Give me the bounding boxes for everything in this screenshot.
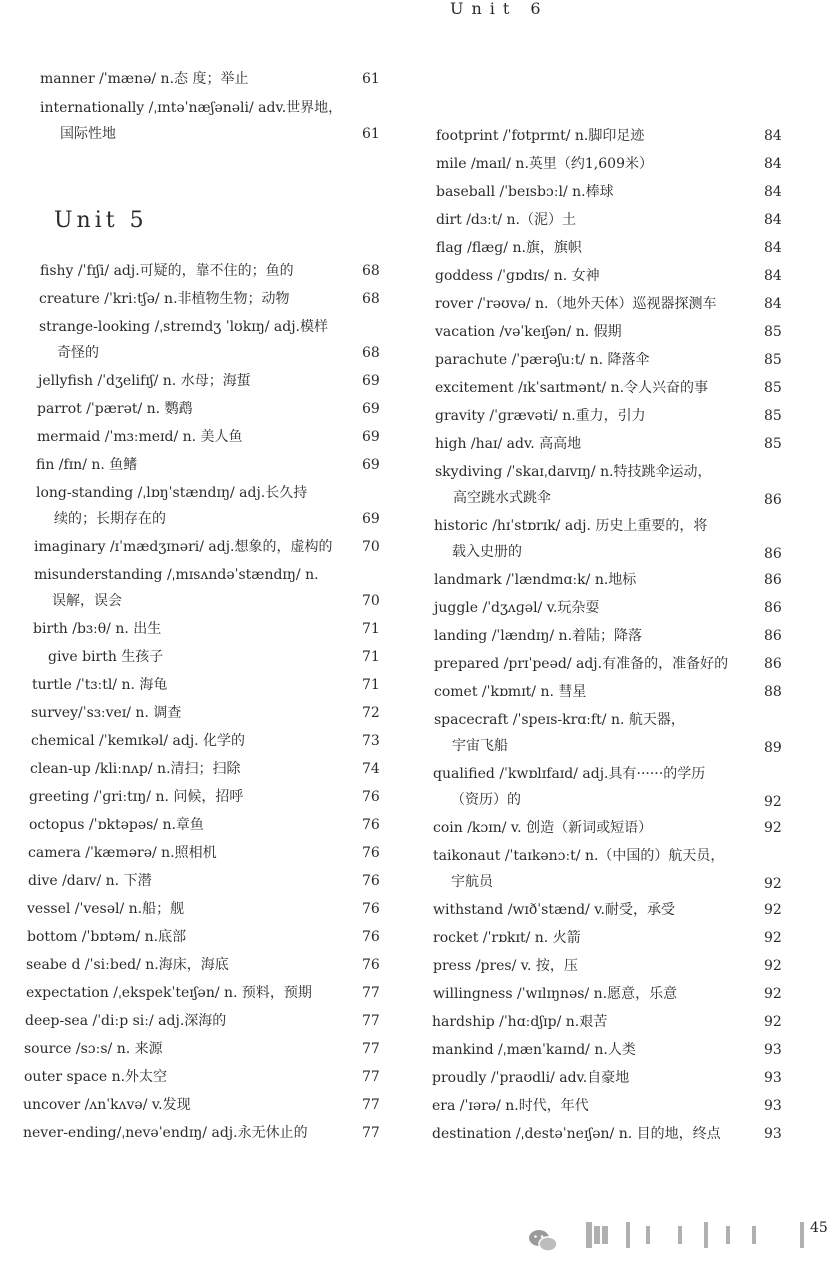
entry-term: comet /ˈkɒmɪt/ n. 彗星 xyxy=(434,684,587,700)
entry-continuation: 奇怪的 xyxy=(57,345,99,361)
entry-term: rover /ˈrəʊvə/ n.（地外天体）巡视器探测车 xyxy=(435,296,717,312)
entry-page: 77 xyxy=(362,1013,380,1029)
entry-term: willingness /ˈwɪlɪŋnəs/ n.愿意，乐意 xyxy=(433,986,678,1002)
entry-term: strange-looking /ˌstreɪndʒ ˈlʊkɪŋ/ adj.模样 xyxy=(39,319,328,335)
entry-term: give birth 生孩子 xyxy=(48,649,164,665)
entry-term: proudly /ˈpraʊdli/ adv.自豪地 xyxy=(432,1070,630,1086)
entry-page: 77 xyxy=(362,1069,380,1085)
entry-page: 88 xyxy=(764,684,782,700)
entry-term: mermaid /ˈmɜːmeɪd/ n. 美人鱼 xyxy=(37,429,243,445)
entry-term: mankind /ˌmænˈkaɪnd/ n.人类 xyxy=(432,1042,636,1058)
entry-term: high /haɪ/ adv. 高高地 xyxy=(435,436,582,452)
entry-continuation: （资历）的 xyxy=(451,792,521,808)
entry-page: 61 xyxy=(362,71,380,87)
entry-term: withstand /wɪðˈstænd/ v.耐受，承受 xyxy=(433,902,675,918)
entry-page: 69 xyxy=(362,511,380,527)
entry-term: historic /hɪˈstɒrɪk/ adj. 历史上重要的，将 xyxy=(434,518,708,534)
watermark-bar xyxy=(726,1226,730,1244)
entry-page: 86 xyxy=(764,572,782,588)
entry-page: 85 xyxy=(764,324,782,340)
entry-term: era /ˈɪərə/ n.时代，年代 xyxy=(432,1098,589,1114)
entry-page: 93 xyxy=(764,1126,782,1142)
entry-term: fishy /ˈfɪʃi/ adj.可疑的，靠不住的；鱼的 xyxy=(40,263,294,279)
entry-page: 92 xyxy=(764,986,782,1002)
entry-term: footprint /ˈfʊtprɪnt/ n.脚印足迹 xyxy=(436,128,645,144)
entry-page: 84 xyxy=(764,212,782,228)
entry-page: 85 xyxy=(764,408,782,424)
entry-page: 76 xyxy=(362,873,380,889)
entry-continuation: 续的；长期存在的 xyxy=(54,511,166,527)
entry-term: prepared /prɪˈpeəd/ adj.有准备的，准备好的 xyxy=(434,656,729,672)
entry-term: press /pres/ v. 按，压 xyxy=(433,958,578,974)
unit-title: Unit 5 xyxy=(54,208,148,233)
entry-term: fin /fɪn/ n. 鱼鳍 xyxy=(36,457,138,473)
entry-term: long-standing /ˌlɒŋˈstændɪŋ/ adj.长久持 xyxy=(36,485,308,501)
entry-page: 71 xyxy=(362,621,380,637)
entry-page: 74 xyxy=(362,761,380,777)
entry-term: never-ending/ˌnevəˈendɪŋ/ adj.永无休止的 xyxy=(23,1125,308,1141)
entry-page: 84 xyxy=(764,240,782,256)
entry-page: 71 xyxy=(362,677,380,693)
entry-page: 86 xyxy=(764,546,782,562)
entry-term: qualified /ˈkwɒlɪfaɪd/ adj.具有······的学历 xyxy=(433,766,706,782)
entry-page: 76 xyxy=(362,901,380,917)
unit-title: Unit 6 xyxy=(450,0,549,18)
entry-term: taikonaut /ˈtaɪkənɔːt/ n.（中国的）航天员， xyxy=(433,848,725,864)
entry-term: goddess /ˈɡɒdɪs/ n. 女神 xyxy=(435,268,600,284)
entry-term: vessel /ˈvesəl/ n.船；舰 xyxy=(27,901,185,917)
entry-page: 68 xyxy=(362,291,380,307)
entry-page: 92 xyxy=(764,902,782,918)
entry-page: 84 xyxy=(764,184,782,200)
entry-term: outer space n.外太空 xyxy=(24,1069,168,1085)
entry-term: baseball /ˈbeɪsbɔːl/ n.棒球 xyxy=(436,184,614,200)
entry-term: coin /kɔɪn/ v. 创造（新词或短语） xyxy=(433,820,653,836)
entry-page: 89 xyxy=(764,740,782,756)
watermark-bar xyxy=(752,1226,756,1244)
entry-term: clean-up /kliːnʌp/ n.清扫；扫除 xyxy=(30,761,241,777)
entry-continuation: 误解，误会 xyxy=(52,593,122,609)
entry-term: greeting /ˈɡriːtɪŋ/ n. 问候，招呼 xyxy=(29,789,244,805)
wechat-icon xyxy=(528,1228,558,1254)
entry-page: 77 xyxy=(362,1125,380,1141)
entry-term: creature /ˈkriːtʃə/ n.非植物生物；动物 xyxy=(39,291,290,307)
entry-page: 77 xyxy=(362,1041,380,1057)
watermark-bar xyxy=(800,1222,804,1248)
entry-page: 85 xyxy=(764,436,782,452)
entry-page: 77 xyxy=(362,985,380,1001)
entry-page: 84 xyxy=(764,268,782,284)
entry-term: excitement /ɪkˈsaɪtmənt/ n.令人兴奋的事 xyxy=(435,380,709,396)
entry-term: manner /ˈmænə/ n.态 度；举止 xyxy=(40,71,249,87)
entry-page: 93 xyxy=(764,1042,782,1058)
watermark-bar xyxy=(678,1226,682,1244)
entry-page: 92 xyxy=(764,958,782,974)
entry-continuation: 宇宙飞船 xyxy=(452,738,508,754)
entry-page: 76 xyxy=(362,789,380,805)
watermark-bar xyxy=(626,1222,630,1248)
entry-page: 72 xyxy=(362,705,380,721)
entry-page: 76 xyxy=(362,929,380,945)
entry-continuation: 高空跳水式跳伞 xyxy=(453,490,551,506)
entry-page: 86 xyxy=(764,492,782,508)
entry-page: 84 xyxy=(764,296,782,312)
entry-page: 69 xyxy=(362,457,380,473)
entry-term: dive /daɪv/ n. 下潜 xyxy=(28,873,152,889)
page-footer xyxy=(0,1210,832,1260)
entry-page: 71 xyxy=(362,649,380,665)
entry-term: jellyfish /ˈdʒelifɪʃ/ n. 水母；海蜇 xyxy=(38,373,251,389)
entry-continuation: 国际性地 xyxy=(60,126,116,142)
entry-page: 92 xyxy=(764,930,782,946)
entry-continuation: 载入史册的 xyxy=(452,544,522,560)
entry-page: 86 xyxy=(764,656,782,672)
entry-term: seabe d /ˈsiːbed/ n.海床，海底 xyxy=(26,957,229,973)
entry-term: vacation /vəˈkeɪʃən/ n. 假期 xyxy=(435,324,622,340)
entry-term: landing /ˈlændɪŋ/ n.着陆；降落 xyxy=(434,628,643,644)
entry-page: 76 xyxy=(362,817,380,833)
entry-page: 68 xyxy=(362,345,380,361)
entry-term: turtle /ˈtɜːtl/ n. 海龟 xyxy=(32,677,168,693)
page-number: 45 xyxy=(810,1220,828,1236)
entry-page: 69 xyxy=(362,401,380,417)
entry-page: 85 xyxy=(764,352,782,368)
entry-page: 73 xyxy=(362,733,380,749)
entry-page: 85 xyxy=(764,380,782,396)
entry-term: chemical /ˈkemɪkəl/ adj. 化学的 xyxy=(31,733,246,749)
watermark-bars xyxy=(586,1222,816,1248)
entry-page: 92 xyxy=(764,876,782,892)
entry-term: birth /bɜːθ/ n. 出生 xyxy=(33,621,162,637)
watermark-bar xyxy=(594,1226,600,1244)
entry-term: internationally /ˌɪntəˈnæʃənəli/ adv.世界地， xyxy=(40,100,343,116)
watermark-bar xyxy=(646,1226,650,1244)
entry-term: mile /maɪl/ n.英里（约1,609米） xyxy=(436,156,653,172)
watermark-bar xyxy=(602,1226,608,1244)
entry-term: imaginary /ɪˈmædʒɪnəri/ adj.想象的，虚构的 xyxy=(34,539,333,555)
entry-continuation: 宇航员 xyxy=(451,874,493,890)
entry-term: gravity /ˈɡrævəti/ n.重力，引力 xyxy=(435,408,646,424)
entry-term: landmark /ˈlændmɑːk/ n.地标 xyxy=(434,572,637,588)
entry-page: 92 xyxy=(764,820,782,836)
entry-term: expectation /ˌekspekˈteɪʃən/ n. 预料，预期 xyxy=(26,985,312,1001)
entry-term: juggle /ˈdʒʌɡəl/ v.玩杂耍 xyxy=(434,600,600,616)
entry-term: octopus /ˈɒktəpəs/ n.章鱼 xyxy=(29,817,204,833)
entry-page: 92 xyxy=(764,1014,782,1030)
entry-term: destination /ˌdestəˈneɪʃən/ n. 目的地，终点 xyxy=(432,1126,721,1142)
entry-page: 68 xyxy=(362,263,380,279)
entry-page: 86 xyxy=(764,600,782,616)
entry-page: 61 xyxy=(362,126,380,142)
entry-page: 76 xyxy=(362,845,380,861)
entry-term: spacecraft /ˈspeɪs-krɑːft/ n. 航天器， xyxy=(434,712,685,728)
entry-page: 77 xyxy=(362,1097,380,1113)
entry-page: 76 xyxy=(362,957,380,973)
watermark-bar xyxy=(704,1222,708,1248)
entry-term: flag /flæɡ/ n.旗，旗帜 xyxy=(436,240,582,256)
entry-term: bottom /ˈbɒtəm/ n.底部 xyxy=(27,929,187,945)
entry-term: hardship /ˈhɑːdʃɪp/ n.艰苦 xyxy=(432,1014,608,1030)
watermark-bar xyxy=(586,1222,592,1248)
entry-term: survey/ˈsɜːveɪ/ n. 调查 xyxy=(31,705,182,721)
entry-page: 69 xyxy=(362,429,380,445)
entry-term: parrot /ˈpærət/ n. 鹦鹉 xyxy=(37,401,193,417)
entry-term: misunderstanding /ˌmɪsʌndəˈstændɪŋ/ n. xyxy=(34,567,319,583)
entry-term: source /sɔːs/ n. 来源 xyxy=(24,1041,163,1057)
entry-term: dirt /dɜːt/ n.（泥）土 xyxy=(436,212,576,228)
entry-page: 93 xyxy=(764,1070,782,1086)
entry-term: camera /ˈkæmərə/ n.照相机 xyxy=(28,845,217,861)
entry-page: 93 xyxy=(764,1098,782,1114)
entry-page: 92 xyxy=(764,794,782,810)
entry-page: 70 xyxy=(362,539,380,555)
entry-term: parachute /ˈpærəʃuːt/ n. 降落伞 xyxy=(435,352,650,368)
entry-page: 86 xyxy=(764,628,782,644)
entry-term: rocket /ˈrɒkɪt/ n. 火箭 xyxy=(433,930,581,946)
entry-page: 69 xyxy=(362,373,380,389)
entry-term: skydiving /ˈskaɪˌdaɪvɪŋ/ n.特技跳伞运动， xyxy=(435,464,712,480)
entry-page: 84 xyxy=(764,156,782,172)
entry-term: uncover /ʌnˈkʌvə/ v.发现 xyxy=(23,1097,191,1113)
entry-page: 84 xyxy=(764,128,782,144)
entry-page: 70 xyxy=(362,593,380,609)
entry-term: deep-sea /ˈdiːp siː/ adj.深海的 xyxy=(25,1013,227,1029)
